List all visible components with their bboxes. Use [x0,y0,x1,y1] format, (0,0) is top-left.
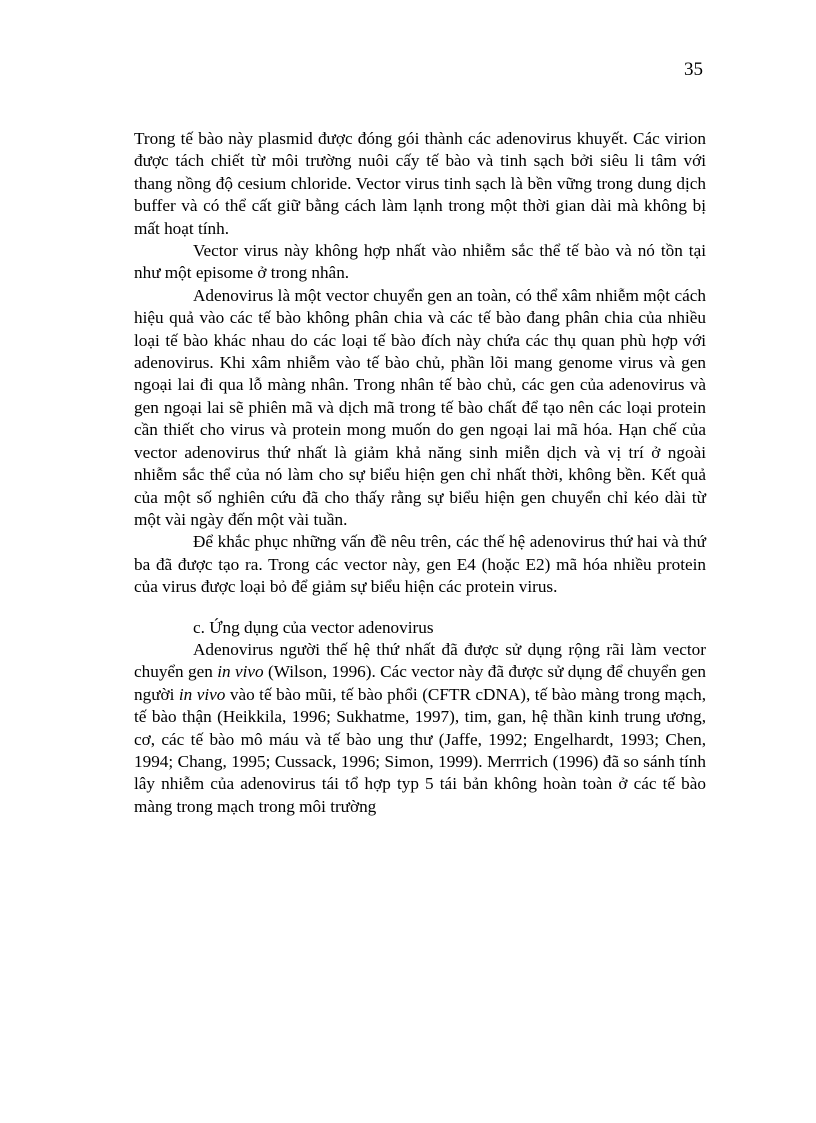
text-segment: vào tế bào mũi, tế bào phổi (CFTR cDNA), tế bào màng trong mạch, tế bào thận (Heikkila, 1996; Sukhatme, 1997), tim, gan, hệ thần kinh trung ương, cơ, các tế bào mô máu và tế bào ung thư (Jaffe, 1992; Engelhardt, 1993; Chen, 1994; Chang, 1995; Cussack, 1996; Simon, 1999). Merrrich (1996) đã so sánh tính lây nhiễm của adenovirus tái tổ hợp typ 5 tái bản không hoàn toàn ở các tế bào màng trong mạch trong môi trường [134,684,706,816]
paragraph-episome: Vector virus này không hợp nhất vào nhiễm sắc thể tế bào và nó tồn tại như một episome ở trong nhân. [134,241,706,283]
text-segment: (Wilson, 1996). Các vector này đã được sử dụng để chuyển gen người [134,662,707,704]
paragraph-applications [134,639,706,818]
italic-term: in vivo [217,662,264,682]
italic-term: in vivo [178,684,226,704]
paragraph-plasmid-packaging: Trong tế bào này plasmid được đóng gói thành các adenovirus khuyết. Các virion được tách chiết từ môi trường nuôi cấy tế bào và tinh sạch bởi siêu li tâm với thang nồng độ cesium chloride. Vector virus tinh sạch là bền vững trong dung dịch buffer và có thể cất giữ bằng cách làm lạnh trong một thời gian dài mà không bị mất hoạt tính. [134,129,706,238]
text-segment: Adenovirus người thế hệ thứ nhất đã được sử dụng rộng rãi làm vector chuyển gen [134,639,706,682]
document-body [134,128,706,818]
page-number: 35 [684,59,703,80]
paragraph-adenovirus-safety: Adenovirus là một vector chuyển gen an toàn, có thể xâm nhiễm một cách hiệu quả vào các tế bào không phân chia và các tế bào đang phân chia của nhiều loại tế bào khác nhau do các loại tế bào đích này chứa các thụ quan phù hợp với adenovirus. Khi xâm nhiễm vào tế bào chủ, phần lõi mang genome virus và gen ngoại lai đi qua lỗ màng nhân. Trong nhân tế bào chủ, các gen của adenovirus và gen ngoại lai sẽ phiên mã và dịch mã trong tế bào chất để tạo nên các loại protein cần thiết cho virus và protein mong muốn do gen ngoại lai mã hóa. Hạn chế của vector adenovirus thứ nhất là giảm khả năng sinh miễn dịch và vị trí ở ngoài nhiễm sắc thể của nó làm cho sự biểu hiện gen chỉ nhất thời, không bền. Kết quả của một số nghiên cứu đã cho thấy rằng sự biểu hiện gen chuyển chỉ kéo dài từ một vài ngày đến một vài tuần. [134,285,706,529]
section-heading: c. Ứng dụng của vector adenovirus [193,617,434,637]
paragraph-later-generations: Để khắc phục những vấn đề nêu trên, các thế hệ adenovirus thứ hai và thứ ba đã được tạo ra. Trong các vector này, gen E4 (hoặc E2) mã hóa nhiều protein của virus được loại bỏ để giảm sự biểu hiện các protein virus. [134,532,706,597]
